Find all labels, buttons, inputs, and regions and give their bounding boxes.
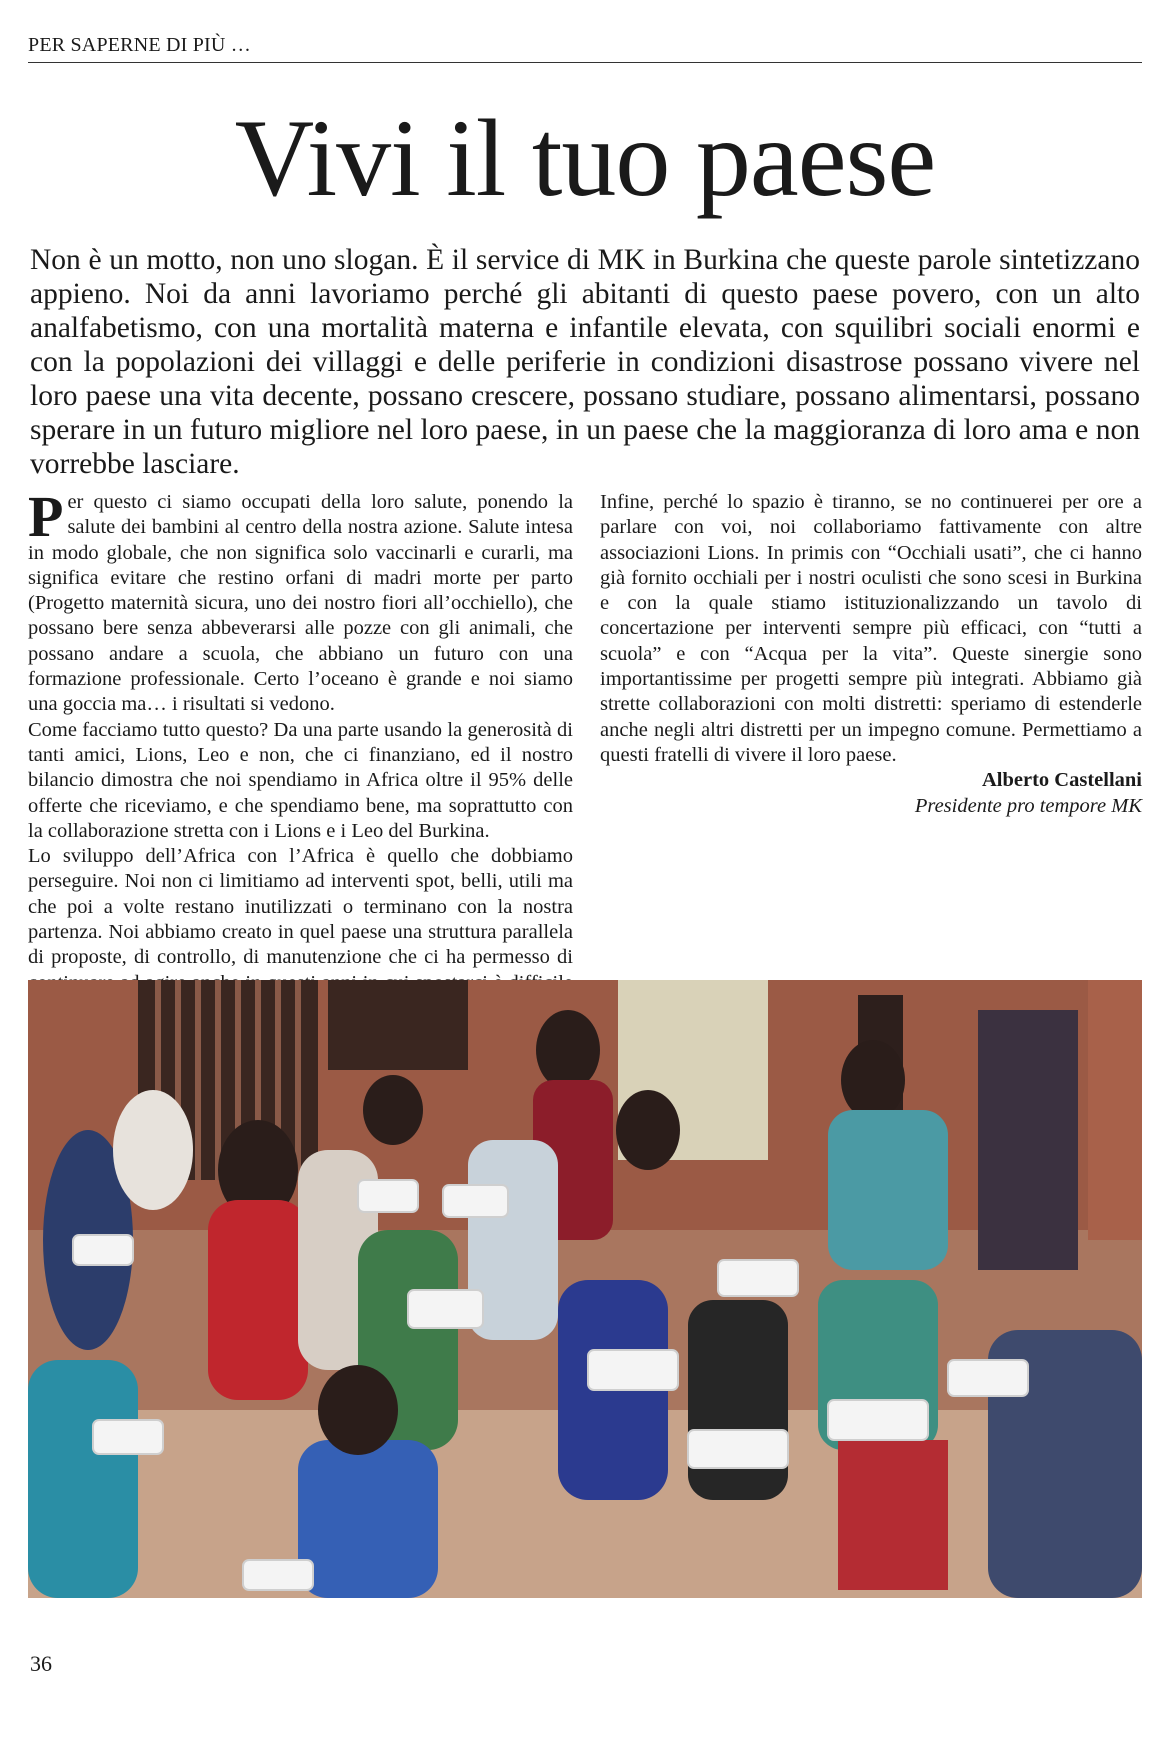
- article-photo: [28, 980, 1142, 1598]
- author-role: Presidente pro tempore MK: [914, 794, 1142, 817]
- header-rule: [28, 62, 1142, 63]
- author-name: Alberto Castellani: [982, 769, 1142, 792]
- paragraph-1-text: er questo ci siamo occupati della loro salute, ponendo la salute dei bambini al centro della nostra azione. Salute intesa in modo globale, che non significa solo vaccinarli e curarli, ma significa evitare che restino orfani di madri morte per parto (Progetto maternità sicura, uno dei nostro fiori all’occhiello), che possano bere senza abbeverarsi alle pozze con gli animali, che possano andare a scuola, che abbiano un futuro con una formazione professionale. Certo l’oceano è grande e noi siamo una goccia ma… i risultati si vedono.: [28, 491, 573, 716]
- paragraph-1: [28, 484, 573, 718]
- column-left: [28, 484, 573, 1047]
- section-label: PER SAPERNE DI PIÙ …: [28, 34, 251, 56]
- paragraph-3: Lo sviluppo dell’Africa con l’Africa è quello che dobbiamo perseguire. Noi non ci limitiamo ad interventi spot, belli, utili ma che poi a volte restano inutilizzati o terminano con la nostra partenza. Noi abbiamo creato in quel paese una struttura parallela di proposte, di controllo, di manutenzione che ci ha permesso di: [28, 845, 573, 969]
- paragraph-2: Come facciamo tutto questo? Da una parte usando la generosità di tanti amici, Lions, Leo e non, che ci finanziano, ed il nostro bilancio dimostra che noi spendiamo in Africa oltre il 95% delle offerte che riceviamo, e che spendiamo bene, ma soprattutto con la collaborazione stretta con i Lions e i Leo del Burkina.: [28, 718, 573, 842]
- photo-children-with-food-boxes-icon: [28, 980, 1142, 1598]
- paragraph-4: Infine, perché lo spazio è tiranno, se no continuerei per ore a parlare con voi, noi collaboriamo fattivamente con altre associazioni Lions. In primis con “Occhiali usati”, che ci hanno già fornito occhiali per i nostri oculisti che sono scesi in Burkina e con la quale stiamo istituzionalizzando un tavolo di concertazione per interventi sempre più efficaci, con “tutti a scuola” e con “Acqua per la vita”. Queste sinergie sono importantissime per progetti sempre più integrati. Abbiamo già strette collaborazioni con molti distretti: speriamo di estenderle anche negli altri distretti per un impegno comune. Permettiamo a questi fratelli di vivere il loro paese.: [600, 491, 1142, 766]
- article-lead: Non è un motto, non uno slogan. È il service di MK in Burkina che queste parole sintetizzano appieno. Noi da anni lavoriamo perché gli abitanti di questo paese povero, con un alto analfabetismo, con una mortalità materna e infantile elevata, con squilibri sociali enormi e con la popolazioni dei villaggi e delle periferie in condizioni disastrose possano vivere nel loro paese una vita decente, possano crescere, possano studiare, possano alimentarsi, possano sperare in un futuro migliore nel loro paese, in un paese che la maggioranza di loro ama e non vorrebbe lasciare.: [30, 244, 1140, 480]
- dropcap: P: [28, 484, 64, 549]
- column-right: [600, 490, 1142, 819]
- article-title: Vivi il tuo paese: [234, 97, 936, 219]
- page-number: 36: [30, 1651, 52, 1676]
